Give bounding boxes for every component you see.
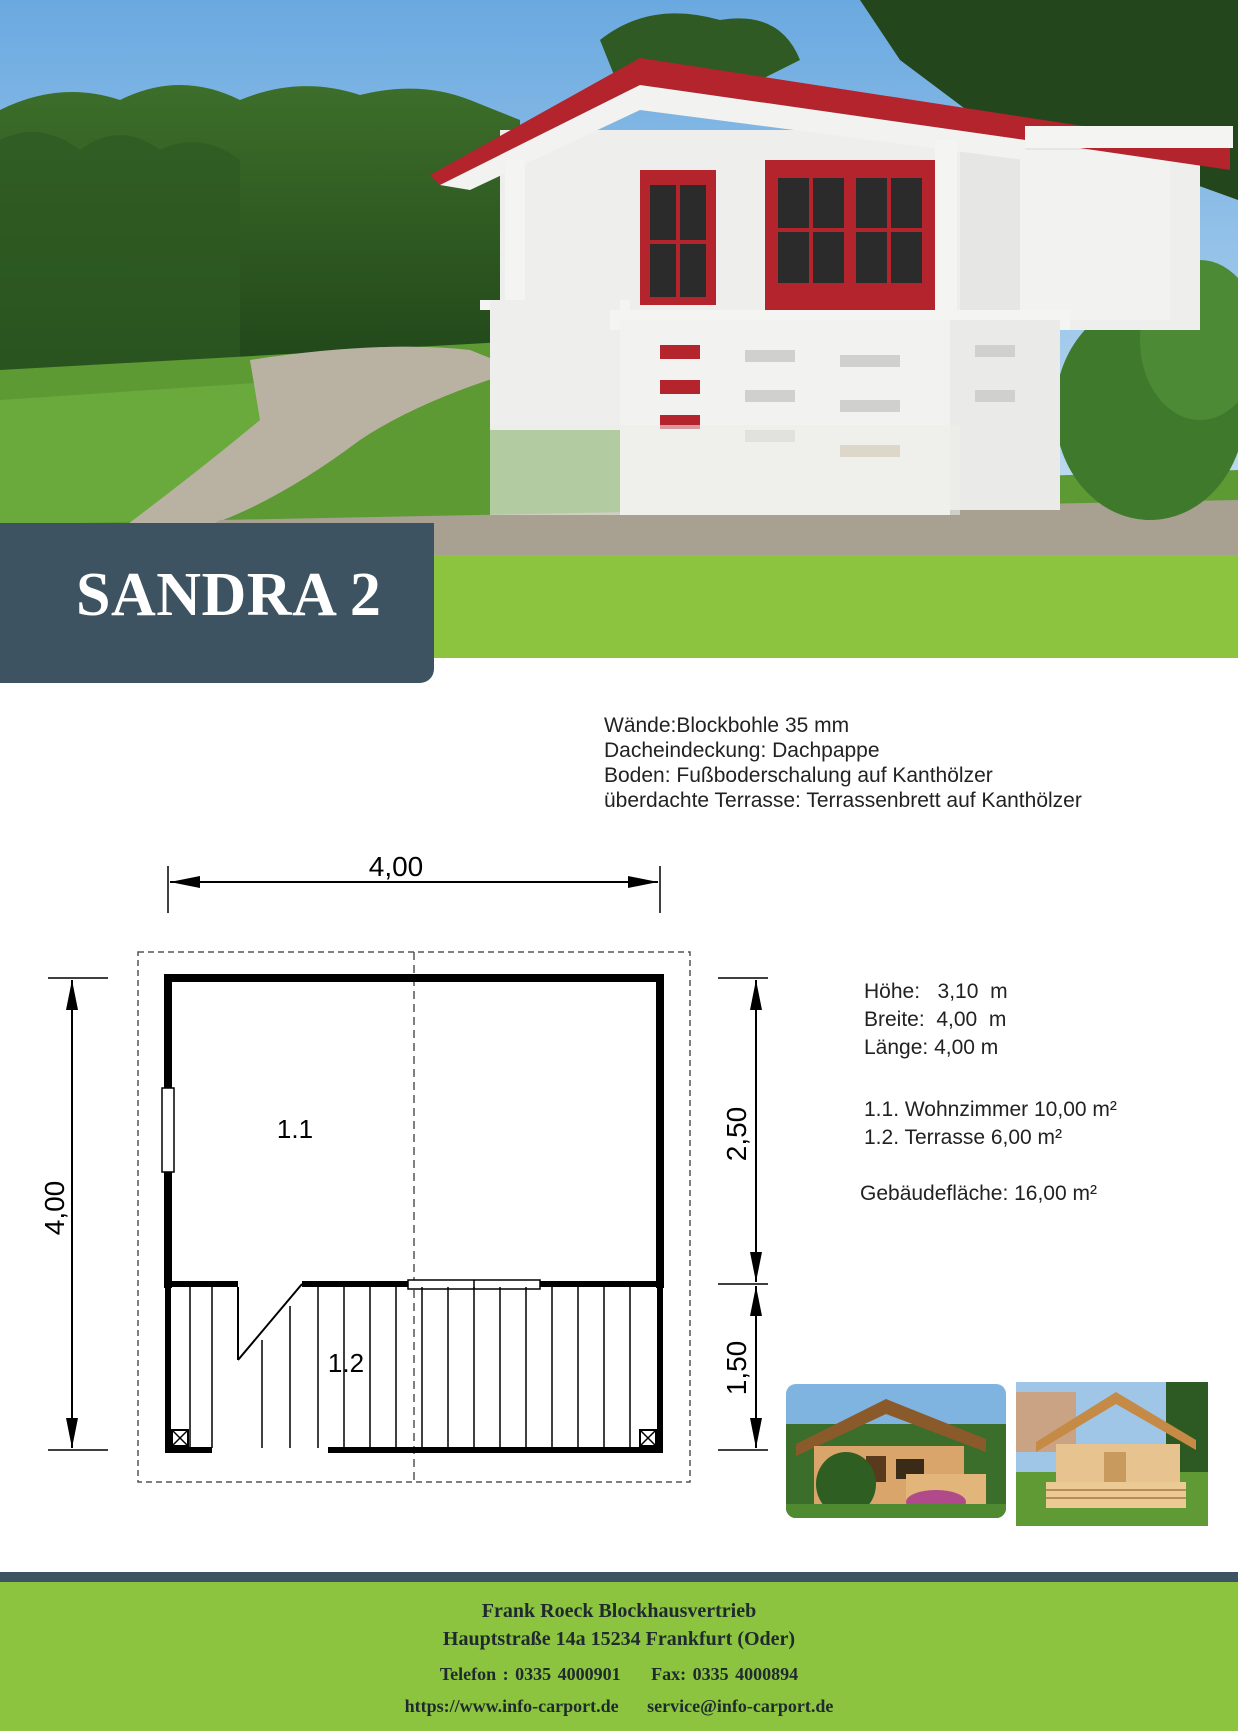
width-value: Breite: 4,00 m: [864, 1008, 1007, 1031]
dim-label-right-lower: 1,50: [721, 1340, 752, 1396]
dim-label-right-upper: 2,50: [721, 1106, 752, 1162]
arrow-right-icon: [628, 876, 658, 888]
spec-floor: Boden: Fußboderschalung auf Kanthölzer: [604, 764, 993, 787]
door-swing: [238, 1284, 302, 1360]
terrace-boards: [190, 1287, 630, 1448]
material-specs: [604, 713, 1082, 813]
room-2-area: 1.2. Terrasse 6,00 m²: [864, 1126, 1063, 1149]
arrow-up-icon: [66, 980, 78, 1010]
room-label-1: 1.1: [276, 1114, 314, 1144]
footer-divider: [0, 1572, 1238, 1582]
spec-terrace: überdachte Terrasse: Terrassenbrett auf Kanthölzer: [604, 789, 1082, 812]
length-value: Länge: 4,00 m: [864, 1036, 999, 1059]
contact-phone-fax: [0, 1664, 1238, 1685]
product-title: SANDRA 2: [76, 561, 382, 629]
room-1-area: 1.1. Wohnzimmer 10,00 m²: [864, 1098, 1117, 1121]
arrow-up-icon: [750, 1286, 762, 1316]
dim-label-left: 4,00: [39, 1180, 70, 1236]
email-link[interactable]: service@info-carport.de: [647, 1696, 834, 1716]
arrow-left-icon: [170, 876, 200, 888]
total-area: Gebäudefläche: 16,00 m²: [860, 1182, 1097, 1205]
floor-plan-drawing: [0, 840, 800, 1500]
accent-band: [430, 555, 1238, 658]
hero-photo: [0, 0, 1238, 555]
garden-house-photo: [0, 0, 1238, 555]
company-name: Frank Roeck Blockhausvertrieb: [481, 1600, 757, 1622]
fax-number: Fax: 0335 4000894: [651, 1664, 799, 1684]
dim-label-top: 4,00: [368, 851, 424, 882]
arrow-down-icon: [750, 1418, 762, 1448]
phone-number: Telefon : 0335 4000901: [439, 1664, 621, 1684]
thumbnail-photo-1: [786, 1384, 1006, 1518]
thumbnail-photo-2: [1016, 1382, 1208, 1526]
company-address: Hauptstraße 14a 15234 Frankfurt (Oder): [442, 1628, 796, 1650]
website-link[interactable]: https://www.info-carport.de: [404, 1696, 619, 1716]
floor-plan: [0, 840, 800, 1500]
spec-roofing: Dacheindeckung: Dachpappe: [604, 739, 880, 762]
arrow-down-icon: [66, 1418, 78, 1448]
window-left: [162, 1088, 174, 1172]
height-value: Höhe: 3,10 m: [864, 980, 1008, 1003]
room-label-2: 1.2: [327, 1348, 365, 1378]
spec-walls: Wände:Blockbohle 35 mm: [604, 714, 850, 737]
arrow-up-icon: [750, 980, 762, 1010]
contact-web-email: [0, 1696, 1238, 1717]
arrow-down-icon: [750, 1252, 762, 1282]
dimension-summary: [860, 978, 1117, 1208]
